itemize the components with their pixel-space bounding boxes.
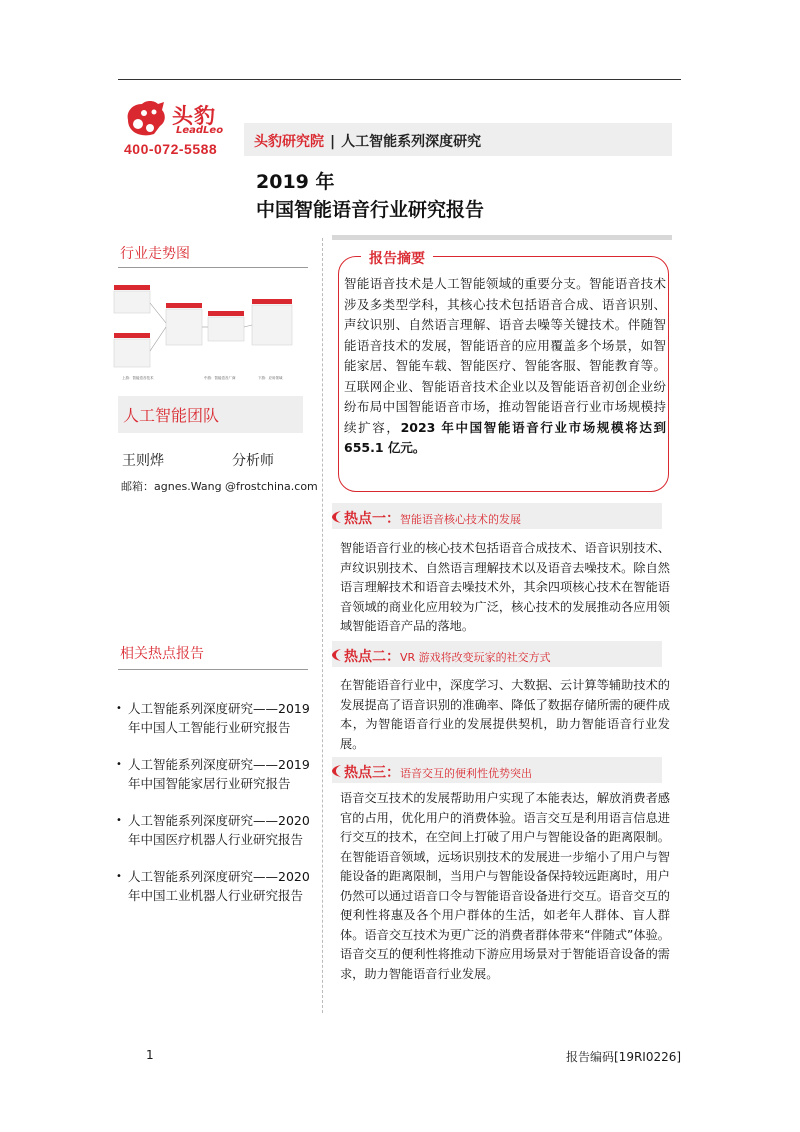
hotspot-1-label: 热点一： xyxy=(344,511,400,527)
column-separator xyxy=(322,238,323,1013)
related-report-item[interactable] xyxy=(116,811,312,849)
analyst-name: 王则烨 xyxy=(122,453,164,469)
summary-body: 智能语音技术是人工智能领域的重要分支。智能语音技术涉及多类型学科，其核心技术包括语音合成、语音识别、声纹识别、自然语言理解、语音去噪等关键技术。伴随智能语音技术的发展，智能语音的应用覆盖多个场景，如智能家居、智能车载、智能医疗、智能客服、智能教育等。互联网企业、智能语音技术企业以及智能语音初创企业纷纷布局中国智能语音市场，推动智能语音行业市场规模持续扩容， xyxy=(344,276,666,435)
team-heading: 人工智能团队 xyxy=(118,396,303,433)
bullet-icon: • xyxy=(116,815,122,826)
industry-chart-heading: 行业走势图 xyxy=(120,246,190,262)
hotspot-2-subtitle: VR 游戏将改变玩家的社交方式 xyxy=(400,651,551,664)
hotspot-1-body: 智能语音行业的核心技术包括语音合成技术、语音识别技术、声纹识别技术、自然语言理解技术以及语音去噪技术。除自然语言理解技术和语音去噪技术外，其余四项核心技术在智能语音领域的商业化应用较为广泛，核心技术的发展推动各应用领域智能语音产品的落地。 xyxy=(340,541,670,633)
related-reports-heading: 相关热点报告 xyxy=(120,646,204,662)
chart-midstream-label: 中游：智能语音厂商 xyxy=(204,376,236,380)
report-title xyxy=(256,168,484,224)
series-name: 人工智能系列深度研究 xyxy=(341,134,482,150)
analyst-email[interactable]: 邮箱：agnes.Wang @frostchina.com xyxy=(121,480,318,493)
related-report-text: 人工智能系列深度研究——2019 年中国人工智能行业研究报告 xyxy=(128,701,310,735)
summary-text xyxy=(344,274,666,459)
related-reports-list xyxy=(116,699,312,923)
institute-name: 头豹研究院 xyxy=(254,134,324,150)
hotspot-2-body: 在智能语音行业中，深度学习、大数据、云计算等辅助技术的发展提高了语音识别的准确率、降低了数据存储所需的硬件成本，为智能语音行业的发展提供契机，助力智能语音行业发展。 xyxy=(340,678,670,751)
heading-divider xyxy=(118,669,308,670)
related-report-text: 人工智能系列深度研究——2020 年中国医疗机器人行业研究报告 xyxy=(128,813,310,847)
hotspot-2-label: 热点二： xyxy=(344,649,400,665)
page-number: 1 xyxy=(146,1048,154,1062)
hotspot-3-subtitle: 语音交互的便利性优势突出 xyxy=(400,767,532,780)
hotspot-marker-icon xyxy=(331,510,343,524)
hotspot-3-title xyxy=(344,762,532,782)
bullet-icon: • xyxy=(116,759,122,770)
hotspot-3-body: 语音交互技术的发展帮助用户实现了本能表达，解放消费者感官的占用，优化用户的消费体验。语言交互是利用语言信息进行交互的技术，在空间上打破了用户与智能设备的距离限制。在智能语音领域，远场识别技术的发展进一步缩小了用户与智能设备的距离限制，当用户与智能设备保持较远距离时，用户仍然可以通过语音口令与智能语音设备进行交互。语音交互的便利性将惠及各个用户群体的生活，如老年人群体、盲人群体。语音交互技术为更广泛的消费者群体带来“伴随式”体验。语音交互的便利性将推动下游应用场景对于智能语音设备的需求，助力智能语音行业发展。 xyxy=(340,791,670,981)
hotspot-3-label: 热点三： xyxy=(344,765,400,781)
summary-highlight: 2023 年中国智能语音行业市场规模将达到 655.1 亿元。 xyxy=(344,419,666,455)
related-report-item[interactable] xyxy=(116,867,312,905)
hotspot-marker-icon xyxy=(331,764,343,778)
heading-divider xyxy=(118,267,308,268)
phone-number: 400-072-5588 xyxy=(124,141,218,157)
bullet-icon: • xyxy=(116,871,122,882)
industry-chain-thumbnail xyxy=(112,283,304,383)
hotspot-1-title xyxy=(344,508,521,528)
leopard-logo-icon xyxy=(124,98,168,138)
hotspot-2-title xyxy=(344,646,551,666)
summary-label: 报告摘要 xyxy=(361,248,433,268)
related-report-text: 人工智能系列深度研究——2019 年中国智能家居行业研究报告 xyxy=(128,757,310,791)
top-rule xyxy=(118,79,681,80)
title-main: 中国智能语音行业研究报告 xyxy=(256,199,485,221)
logo-english: LeadLeo xyxy=(176,125,224,136)
hotspot-1-subtitle: 智能语音核心技术的发展 xyxy=(400,513,521,526)
related-report-item[interactable] xyxy=(116,755,312,793)
report-code: 报告编码[19RI0226] xyxy=(566,1050,682,1064)
hotspot-marker-icon xyxy=(331,648,343,662)
summary-top-bar xyxy=(332,235,672,240)
analyst-role: 分析师 xyxy=(232,453,274,469)
report-banner xyxy=(244,123,672,156)
related-report-item[interactable] xyxy=(116,699,312,737)
banner-separator: | xyxy=(330,134,336,150)
chart-downstream-label: 下游：应用领域 xyxy=(258,376,283,380)
bullet-icon: • xyxy=(116,703,122,714)
logo-chinese: 头豹 xyxy=(172,104,216,128)
related-report-text: 人工智能系列深度研究——2020 年中国工业机器人行业研究报告 xyxy=(128,869,310,903)
title-year: 2019 年 xyxy=(256,171,335,193)
leadleo-logo xyxy=(124,98,224,142)
chart-upstream-label: 上游：智能语音技术 xyxy=(122,376,154,380)
